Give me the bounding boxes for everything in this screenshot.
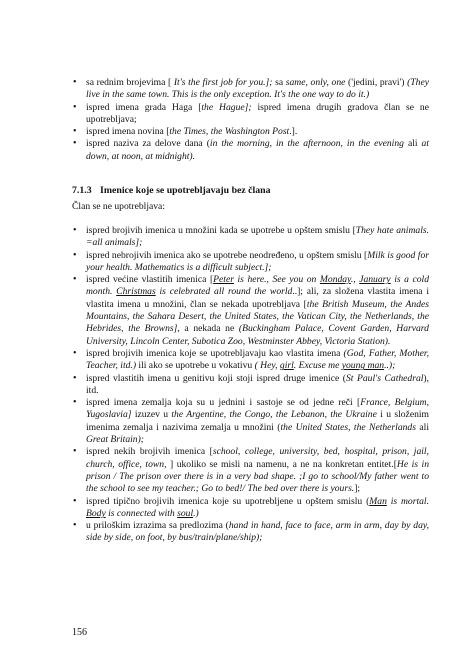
list-item: [72, 397, 429, 446]
text-segment: (Buckingham Palace, Covent Garden, Harvard University, Lincoln Center, Subotica Zoo, Westminster Abbey, Victoria Station).: [86, 323, 429, 347]
text-segment: Christmas: [116, 286, 156, 298]
text-segment: .): [193, 507, 199, 519]
text-segment: He is in prison / The prison over there is in a very bad shape. ;I go to school/My father went to the school to see my teacher.; Go to bed!/ The bed over there is yours.: [86, 458, 429, 495]
list-item: [72, 77, 429, 102]
list-item: [72, 373, 429, 398]
text-segment: ];: [354, 483, 361, 495]
text-segment: (They live in the same town. This is the only exception. It's the one way to do it.): [86, 77, 429, 101]
text-segment: soul: [177, 507, 194, 519]
text-segment: young man: [341, 360, 385, 372]
list-item: [72, 496, 429, 521]
list-item: [72, 126, 429, 138]
text-segment: ), itd.: [86, 372, 430, 396]
text-segment: ispred brojivih imenica koje se upotrebljavaju kao vlastita imena: [86, 347, 344, 359]
text-segment: Body: [86, 507, 106, 519]
text-segment: ispred imena novina [: [86, 126, 170, 138]
text-segment: .].: [289, 126, 298, 138]
text-segment: Great Britain);: [86, 434, 144, 446]
bullet-list-top: [72, 77, 429, 163]
text-segment: ispred brojivih imenica u množini kada se upotrebe u opštem smislu [: [86, 225, 356, 236]
text-segment: school, college, university, bed, hospital, prison, jail, church, office, town,: [86, 446, 429, 470]
text-segment: ] ukoliko se misli na namenu, a ne na konkretan entitet.[: [166, 458, 397, 470]
text-segment: sa rednim brojevima [: [86, 77, 174, 88]
text-segment: Monday: [319, 274, 351, 286]
text-segment: the Times, the Washington Post: [169, 126, 290, 138]
text-segment: It's the first job for you.];: [173, 77, 273, 88]
text-segment: France, Belgium, Yugoslavia]: [86, 397, 430, 421]
text-segment: , a nekada ne: [177, 323, 239, 335]
text-segment: ispred tipično brojivih imenica koje su upotrebljene u opštem smislu (: [86, 495, 370, 507]
text-segment: the British Museum, the Andes Mountains, the Sahara Desert, the United States, the Vatican City, the Netherlands, the Hebrides, the Browns]: [86, 298, 429, 335]
text-segment: ..]; ali, za složena vlastita imena i vlastita imena u množini, član se nekada upotrebljava [: [86, 286, 429, 310]
text-segment: the Hague];: [201, 101, 252, 113]
text-segment: ali: [403, 138, 422, 150]
section-title: Imenice koje se upotrebljavaju bez člana: [100, 185, 271, 196]
text-segment: the Argentine, the Congo, the Lebanon, the Ukraine: [171, 409, 377, 421]
text-segment: ispred većine vlastitih imenica [: [86, 274, 214, 286]
bullet-list-main: [72, 225, 429, 545]
text-segment: is here., See you on: [233, 274, 320, 286]
list-item: [72, 250, 429, 275]
text-segment: .,: [350, 274, 360, 286]
text-segment: i u složenim imenima zemalja i nazivima zemalja u množini (: [86, 409, 429, 433]
text-segment: Peter: [213, 274, 234, 286]
text-segment: ispred nekih brojivih imenica [: [86, 446, 213, 458]
text-segment: is a cold month.: [86, 274, 430, 298]
text-segment: is celebrated all round the world: [155, 286, 293, 298]
text-segment: They hate animals. =all animals];: [86, 225, 429, 249]
list-item: [72, 446, 429, 495]
text-segment: Milk is good for your health. Mathematics is a difficult subject.];: [86, 249, 429, 273]
text-segment: in the morning, in the afternoon, in the evening: [209, 138, 404, 150]
section-heading: [72, 185, 270, 197]
list-item: [72, 102, 429, 127]
text-segment: St Paul's Cathedral: [346, 372, 424, 384]
text-segment: sa: [272, 77, 286, 88]
page-number: 156: [72, 627, 87, 638]
text-segment: ispred imena grada Haga [: [86, 101, 202, 113]
text-segment: January: [359, 274, 391, 286]
text-segment: ispred vlastitih imena u genitivu koji stoji ispred druge imenice (: [86, 372, 346, 384]
text-segment: ili ako se upotrebe u vokativu: [136, 360, 255, 372]
text-segment: ispred imena zemalja koja su u jednini i sastoje se od jedne reči [: [86, 397, 361, 409]
text-segment: is connected with: [105, 507, 178, 519]
text-segment: same, only, one: [285, 77, 346, 88]
text-segment: girl: [279, 360, 294, 372]
section-number: 7.1.3: [72, 185, 92, 196]
text-segment: izuzev u: [131, 409, 172, 421]
text-segment: ispred nebrojivih imenica ako se upotrebe neodređeno, u opštem smislu [: [86, 249, 368, 261]
text-segment: ('jedini, pravi'): [345, 77, 408, 88]
text-segment: is mortal.: [386, 495, 429, 507]
text-segment: hand in hand, face to face, arm in arm, day by day, side by side, on foot, by bus/train/plane/ship);: [86, 520, 429, 544]
list-item: [72, 348, 429, 373]
intro-text: Član se ne upotrebljava:: [72, 201, 165, 212]
text-segment: ispred naziva za delove dana (: [86, 138, 210, 150]
text-segment: u priloškim izrazima sa predlozima (: [86, 520, 229, 532]
list-item: [72, 225, 429, 250]
list-item: [72, 274, 429, 348]
text-segment: ..);: [384, 360, 396, 372]
list-item: [72, 138, 429, 163]
list-item: [72, 520, 429, 545]
text-segment: at down, at noon, at midnight).: [86, 138, 430, 162]
text-segment: (God, Father, Mother, Teacher, itd.): [86, 347, 430, 372]
text-segment: the United States, the Netherlands: [280, 421, 416, 433]
text-segment: . Excuse me: [293, 360, 342, 372]
text-segment: ( Hey,: [254, 360, 280, 372]
text-segment: ali: [415, 421, 429, 433]
text-segment: Man: [369, 495, 387, 507]
text-segment: ispred imena drugih gradova član se ne upotrebljava;: [86, 101, 429, 125]
